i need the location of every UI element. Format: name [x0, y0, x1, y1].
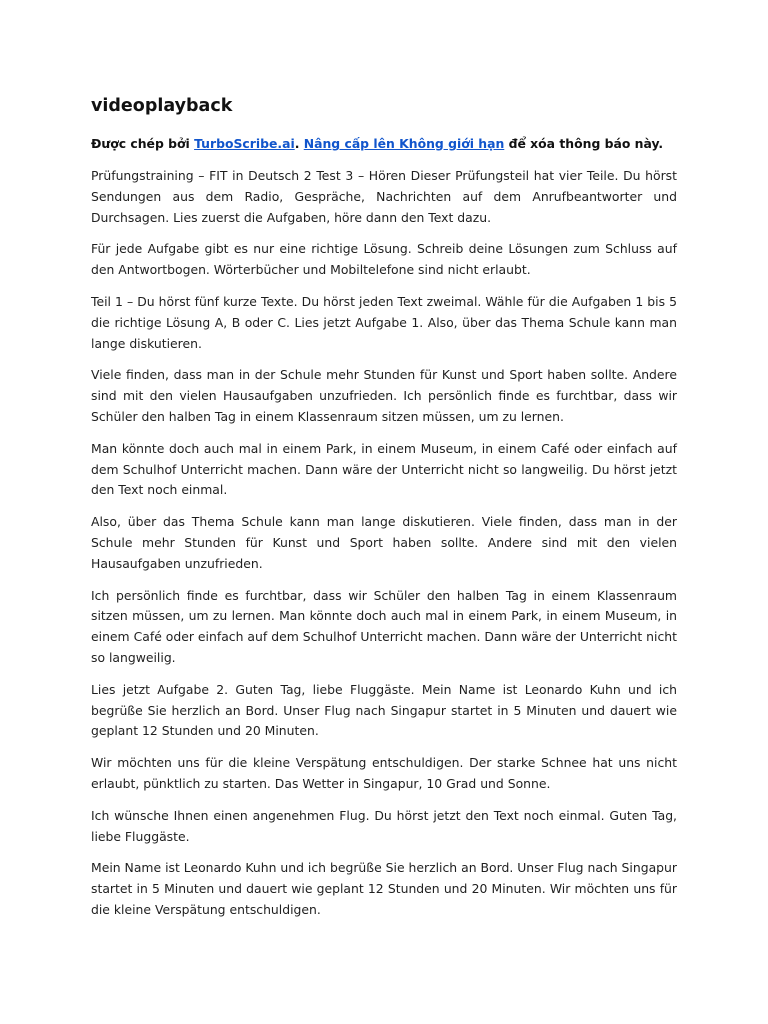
- document-page: [91, 94, 677, 932]
- paragraph: Viele finden, dass man in der Schule mehr Stunden für Kunst und Sport haben sollte. Andere sind mit den vielen Hausaufgaben unzufrieden. Ich persönlich finde es furchtbar, dass wir Schüler den halben Tag in einem Klassenraum sitzen müssen, um zu lernen.: [91, 367, 677, 424]
- paragraph: Lies jetzt Aufgabe 2. Guten Tag, liebe Fluggäste. Mein Name ist Leonardo Kuhn und ich begrüße Sie herzlich an Bord. Unser Flug nach Singapur startet in 5 Minuten und dauert wie geplant 12 Stunden und 20 Minuten.: [91, 681, 677, 739]
- paragraph: Für jede Aufgabe gibt es nur eine richtige Lösung. Schreib deine Lösungen zum Schluss auf den Antwortbogen. Wörterbücher und Mobiltelefone sind nicht erlaubt.: [91, 241, 677, 278]
- paragraph: Ich wünsche Ihnen einen angenehmen Flug. Du hörst jetzt den Text noch einmal. Guten Tag, liebe Fluggäste.: [91, 807, 677, 844]
- paragraph: Teil 1 – Du hörst fünf kurze Texte. Du hörst jeden Text zweimal. Wähle für die Aufgaben 1 bis 5 die richtige Lösung A, B oder C. Lies jetzt Aufgabe 1. Also, über das Thema Schule kann man lange diskutieren.: [91, 293, 677, 351]
- notice-separator: .: [294, 136, 304, 151]
- paragraph: Man könnte doch auch mal in einem Park, in einem Museum, in einem Café oder einfach auf dem Schulhof Unterricht machen. Dann wäre der Unterricht nicht so langweilig. Du hörst jetzt den Text noch einmal.: [91, 440, 677, 498]
- turboscribe-link[interactable]: TurboScribe.ai: [194, 136, 295, 151]
- notice-prefix: Được chép bởi: [91, 136, 195, 151]
- paragraph: Ich persönlich finde es furchtbar, dass wir Schüler den halben Tag in einem Klassenraum sitzen müssen, um zu lernen. Man könnte doch auch mal in einem Park, in einem Museum, in einem Café oder einfach auf dem Schulhof Unterricht machen. Dann wäre der Unterricht nicht so langweilig.: [91, 587, 677, 665]
- transcription-notice: [91, 134, 677, 154]
- upgrade-link[interactable]: Nâng cấp lên Không giới hạn: [303, 136, 505, 151]
- paragraph: Prüfungstraining – FIT in Deutsch 2 Test 3 – Hören Dieser Prüfungsteil hat vier Teile. Du hörst Sendungen aus dem Radio, Gespräche, Nachrichten auf dem Anrufbeantworter und Durchsagen. Lies zuerst die Aufgaben, höre dann den Text dazu.: [91, 168, 677, 225]
- paragraph: Mein Name ist Leonardo Kuhn und ich begrüße Sie herzlich an Bord. Unser Flug nach Singapur startet in 5 Minuten und dauert wie geplant 12 Stunden und 20 Minuten. Wir möchten uns für die kleine Verspätung entschuldigen.: [91, 860, 677, 917]
- paragraph: Wir möchten uns für die kleine Verspätung entschuldigen. Der starke Schnee hat uns nicht erlaubt, pünktlich zu starten. Das Wetter in Singapur, 10 Grad und Sonne.: [91, 755, 677, 791]
- notice-suffix: để xóa thông báo này.: [504, 136, 664, 151]
- paragraph: Also, über das Thema Schule kann man lange diskutieren. Viele finden, dass man in der Schule mehr Stunden für Kunst und Sport haben sollte. Andere sind mit den vielen Hausaufgaben unzufrieden.: [91, 514, 677, 571]
- document-title: videoplayback: [91, 96, 233, 116]
